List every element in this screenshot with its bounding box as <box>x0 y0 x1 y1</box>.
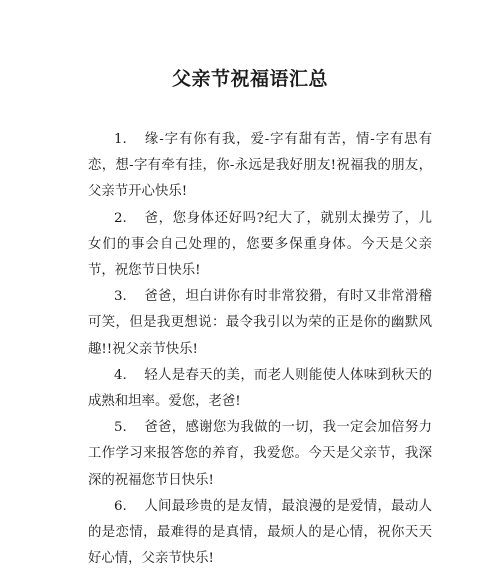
paragraph-number: 5. <box>114 420 127 436</box>
paragraph-number: 1. <box>114 132 127 147</box>
paragraph-number: 4. <box>114 367 127 383</box>
paragraph-number: 3. <box>114 289 127 305</box>
document-body <box>88 127 432 572</box>
paragraph-number: 2. <box>114 210 127 226</box>
paragraph-text: 爸爸，坦白讲你有时非常狡猾，有时又非常滑稽可笑，但是我更想说：最令我引以为荣的正是你的幽默风趣!!祝父亲节快乐! <box>88 289 432 357</box>
paragraph-number: 6. <box>114 498 127 514</box>
paragraph-1 <box>88 127 432 206</box>
paragraph-text: 爸，您身体还好吗?纪大了，就别太操劳了，儿女们的事会自己处理的，您要多保重身体。今天是父亲节，祝您节日快乐! <box>88 210 432 279</box>
paragraph-4 <box>88 363 432 415</box>
paragraph-3 <box>88 284 432 363</box>
paragraph-text: 人间最珍贵的是友情，最浪漫的是爱情，最动人的是恋情，最难得的是真情，最烦人的是心情，祝你天天好心情，父亲节快乐! <box>88 498 432 567</box>
paragraph-5 <box>88 415 432 494</box>
paragraph-text: 轻人是春天的美，而老人则能使人体味到秋天的成熟和坦率。爱您，老爸! <box>88 367 432 410</box>
paragraph-text: 爸爸，感谢您为我做的一切，我一定会加倍努力工作学习来报答您的养育，我爱您。今天是父亲节，我深深的祝福您节日快乐! <box>88 420 432 488</box>
paragraph-6 <box>88 494 432 572</box>
paragraph-2 <box>88 206 432 285</box>
paragraph-text: 缘-字有你有我，爱-字有甜有苦，情-字有思有恋，想-字有牵有挂，你-永远是我好朋友!祝福我的朋友，父亲节开心快乐! <box>88 132 432 200</box>
document-title: 父亲节祝福语汇总 <box>171 68 328 90</box>
